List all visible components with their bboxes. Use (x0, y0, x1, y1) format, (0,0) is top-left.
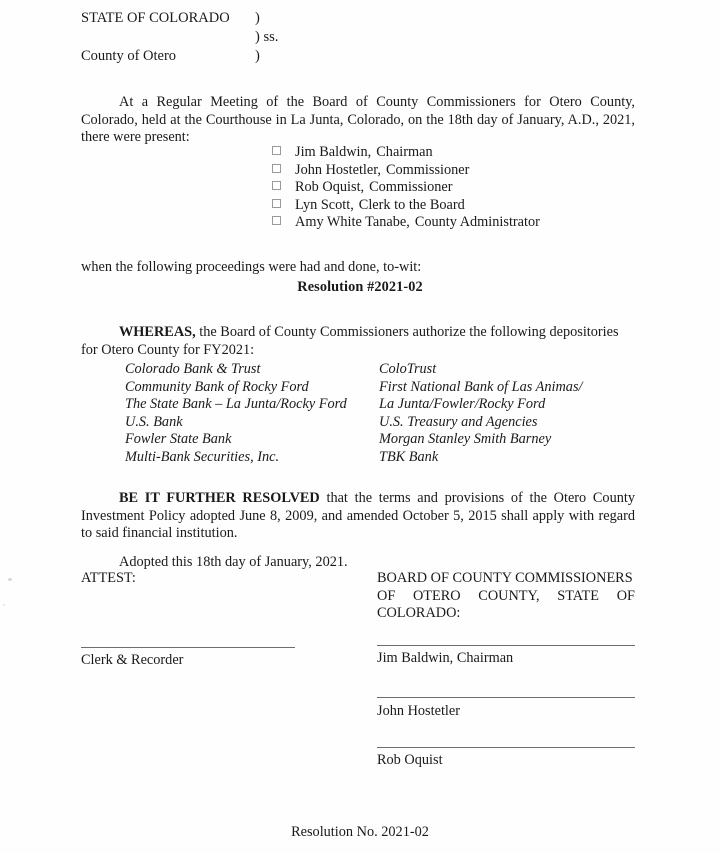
attendee-name: Amy White Tanabe, (295, 214, 410, 231)
bank-name-left: The State Bank – La Junta/Rocky Ford (125, 396, 347, 413)
state-label: STATE OF COLORADO (81, 10, 230, 26)
empty-checkbox-icon (272, 199, 281, 208)
signature-label-clerk: Clerk & Recorder (81, 652, 184, 668)
list-item (125, 431, 645, 449)
venue-caption-block (81, 9, 481, 66)
attendee-name: Rob Oquist, (295, 179, 365, 196)
bank-name-left: U.S. Bank (125, 413, 183, 430)
bank-name-right: TBK Bank (379, 448, 439, 465)
signature-label-hostetler: John Hostetler (377, 703, 460, 719)
resolved-lead: BE IT FURTHER RESOLVED (119, 490, 320, 507)
board-heading-word: OTERO (412, 587, 461, 604)
whereas-paragraph (81, 324, 635, 359)
list-item (272, 214, 540, 232)
venue-row-state (81, 9, 481, 28)
signature-label-chairman: Jim Baldwin, Chairman (377, 650, 514, 666)
venue-row-ss (81, 28, 481, 47)
scan-artifact-speck (8, 578, 12, 581)
list-item (272, 162, 540, 180)
board-heading (377, 570, 635, 623)
board-heading-word: STATE (557, 587, 600, 604)
attendee-role: Chairman (376, 144, 433, 160)
list-item (125, 396, 645, 414)
signature-label-oquist: Rob Oquist (377, 752, 443, 768)
bank-name-right: Morgan Stanley Smith Barney (379, 431, 552, 448)
empty-checkbox-icon (272, 146, 281, 155)
bank-name-right: U.S. Treasury and Agencies (379, 413, 538, 430)
bank-name-right: First National Bank of Las Animas/ (379, 378, 583, 395)
towit-paragraph: when the following proceedings were had and done, to-wit: (81, 259, 422, 276)
attendee-role: County Administrator (414, 214, 540, 231)
bank-name-left: Fowler State Bank (125, 431, 232, 448)
list-item (125, 361, 645, 379)
attendee-role: Clerk to the Board (358, 196, 465, 213)
attendee-name: Jim Baldwin, (295, 144, 372, 160)
venue-ss-marker: ) ss. (255, 29, 279, 45)
attendee-role: Commissioner (369, 179, 453, 196)
bank-name-right: La Junta/Fowler/Rocky Ford (379, 396, 546, 413)
board-heading-line-3: COLORADO: (377, 605, 461, 622)
empty-checkbox-icon (272, 164, 281, 173)
signature-rule-oquist (377, 747, 635, 748)
board-heading-word: OF (377, 587, 396, 604)
attendee-role: Commissioner (386, 161, 470, 178)
empty-checkbox-icon (272, 181, 281, 190)
list-item (272, 179, 540, 197)
list-item (125, 449, 645, 467)
resolved-paragraph (81, 490, 635, 543)
attendee-name: Lyn Scott, (295, 196, 354, 213)
board-heading-word: COUNTY, (478, 587, 540, 604)
bank-name-right: ColoTrust (379, 361, 437, 377)
page-footer: Resolution No. 2021-02 (291, 824, 429, 840)
intro-paragraph (81, 94, 635, 147)
attest-label: ATTEST: (81, 570, 136, 586)
signature-rule-chairman (377, 645, 635, 646)
resolved-body: that the terms and provisions of the Otero County Investment Policy adopted June 8, 2009, and amended October 5, 2015 shall apply with regard to said financial institution. (81, 490, 635, 542)
depository-bank-list (125, 361, 645, 467)
bank-name-left: Community Bank of Rocky Ford (125, 378, 309, 395)
board-heading-line-1: BOARD OF COUNTY COMMISSIONERS (377, 570, 633, 586)
list-item (272, 144, 540, 162)
whereas-body: the Board of County Commissioners authorize the following depositories for Otero County for FY2021: (81, 324, 619, 358)
empty-checkbox-icon (272, 216, 281, 225)
county-label: County of Otero (81, 48, 177, 64)
intro-paragraph-text: At a Regular Meeting of the Board of County Commissioners for Otero County, Colorado, held at the Courthouse in La Junta, Colorado, on the 18th day of January, A.D., 2021, there were present: (81, 94, 635, 146)
list-item (272, 197, 540, 215)
board-heading-line-2 (377, 588, 635, 606)
bank-name-left: Multi-Bank Securities, Inc. (125, 448, 280, 465)
venue-row-county (81, 47, 481, 66)
board-heading-word: OF (616, 587, 635, 604)
scan-artifact-speck-secondary (3, 604, 5, 606)
list-item (125, 414, 645, 432)
bank-name-left: Colorado Bank & Trust (125, 361, 261, 377)
whereas-lead: WHEREAS, (119, 324, 196, 341)
venue-paren-top: ) (255, 10, 260, 26)
attendee-name: John Hostetler, (295, 161, 381, 178)
attendee-list (272, 144, 540, 232)
signature-rule-clerk (81, 647, 295, 648)
list-item (125, 379, 645, 397)
signature-rule-hostetler (377, 697, 635, 698)
venue-paren-bottom: ) (255, 48, 260, 64)
resolution-title: Resolution #2021-02 (297, 279, 423, 295)
adopted-paragraph-text: Adopted this 18th day of January, 2021. (119, 554, 348, 571)
